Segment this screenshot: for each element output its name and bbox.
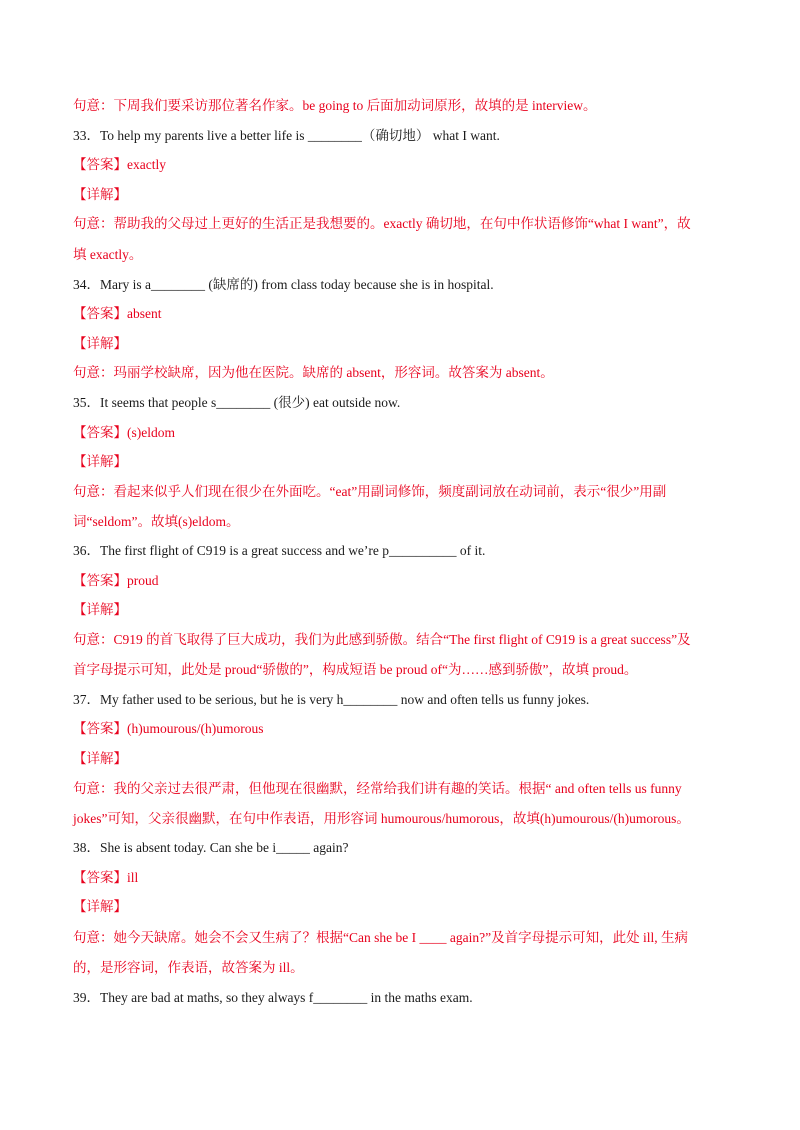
explanation-text: 句意：玛丽学校缺席，因为他在医院。缺席的 absent，形容词。故答案为 absent。 (73, 365, 554, 380)
answer-36: 【答案】proud (73, 573, 159, 588)
explanation-text: jokes”可知，父亲很幽默，在句中作表语，用形容词 humourous/humorous，故填(h)umourous/(h)umorous。 (73, 811, 690, 826)
answer-34: 【答案】absent (73, 306, 162, 321)
explanation-text: 首字母提示可知，此处是 proud“骄傲的”，构成短语 be proud of“为……感到骄傲”，故填 proud。 (73, 662, 638, 677)
explanation-text: 句意：下周我们要采访那位著名作家。be going to 后面加动词原形，故填的是 interview。 (73, 98, 597, 113)
explanation-text: 句意：帮助我的父母过上更好的生活正是我想要的。exactly 确切地，在句中作状语修饰“what I want”，故 (73, 216, 691, 231)
answer-33: 【答案】exactly (73, 157, 166, 172)
question-34: 34．Mary is a________ (缺席的) from class today because she is in hospital. (73, 277, 494, 292)
explanation-heading: 【详解】 (73, 602, 127, 617)
question-37: 37．My father used to be serious, but he is very h________ now and often tells us funny jokes. (73, 692, 590, 707)
explanation-text: 句意：我的父亲过去很严肃，但他现在很幽默，经常给我们讲有趣的笑话。根据“ and often tells us funny (73, 781, 682, 796)
explanation-text: 句意：看起来似乎人们现在很少在外面吃。“eat”用副词修饰，频度副词放在动词前，表示“很少”用副 (73, 484, 667, 499)
explanation-heading: 【详解】 (73, 187, 127, 202)
explanation-heading: 【详解】 (73, 899, 127, 914)
explanation-text: 句意：她今天缺席。她会不会又生病了？根据“Can she be I ____ again?”及首字母提示可知，此处 ill, 生病 (73, 930, 688, 945)
answer-35: 【答案】(s)eldom (73, 425, 175, 440)
explanation-text: 句意：C919 的首飞取得了巨大成功，我们为此感到骄傲。结合“The first flight of C919 is a great success”及 (73, 632, 691, 647)
question-39: 39．They are bad at maths, so they always f________ in the maths exam. (73, 990, 473, 1005)
question-36: 36．The first flight of C919 is a great success and we’re p__________ of it. (73, 543, 486, 558)
explanation-text: 词“seldom”。故填(s)eldom。 (73, 514, 240, 529)
explanation-heading: 【详解】 (73, 454, 127, 469)
question-38: 38．She is absent today. Can she be i_____ again? (73, 840, 349, 855)
explanation-heading: 【详解】 (73, 336, 127, 351)
explanation-text: 填 exactly。 (73, 247, 143, 262)
explanation-heading: 【详解】 (73, 751, 127, 766)
explanation-text: 的，是形容词，作表语，故答案为 ill。 (73, 960, 304, 975)
question-35: 35．It seems that people s________ (很少) eat outside now. (73, 395, 401, 410)
answer-38: 【答案】ill (73, 870, 139, 885)
question-33: 33．To help my parents live a better life is ________（确切地） what I want. (73, 128, 500, 143)
answer-37: 【答案】(h)umourous/(h)umorous (73, 721, 264, 736)
